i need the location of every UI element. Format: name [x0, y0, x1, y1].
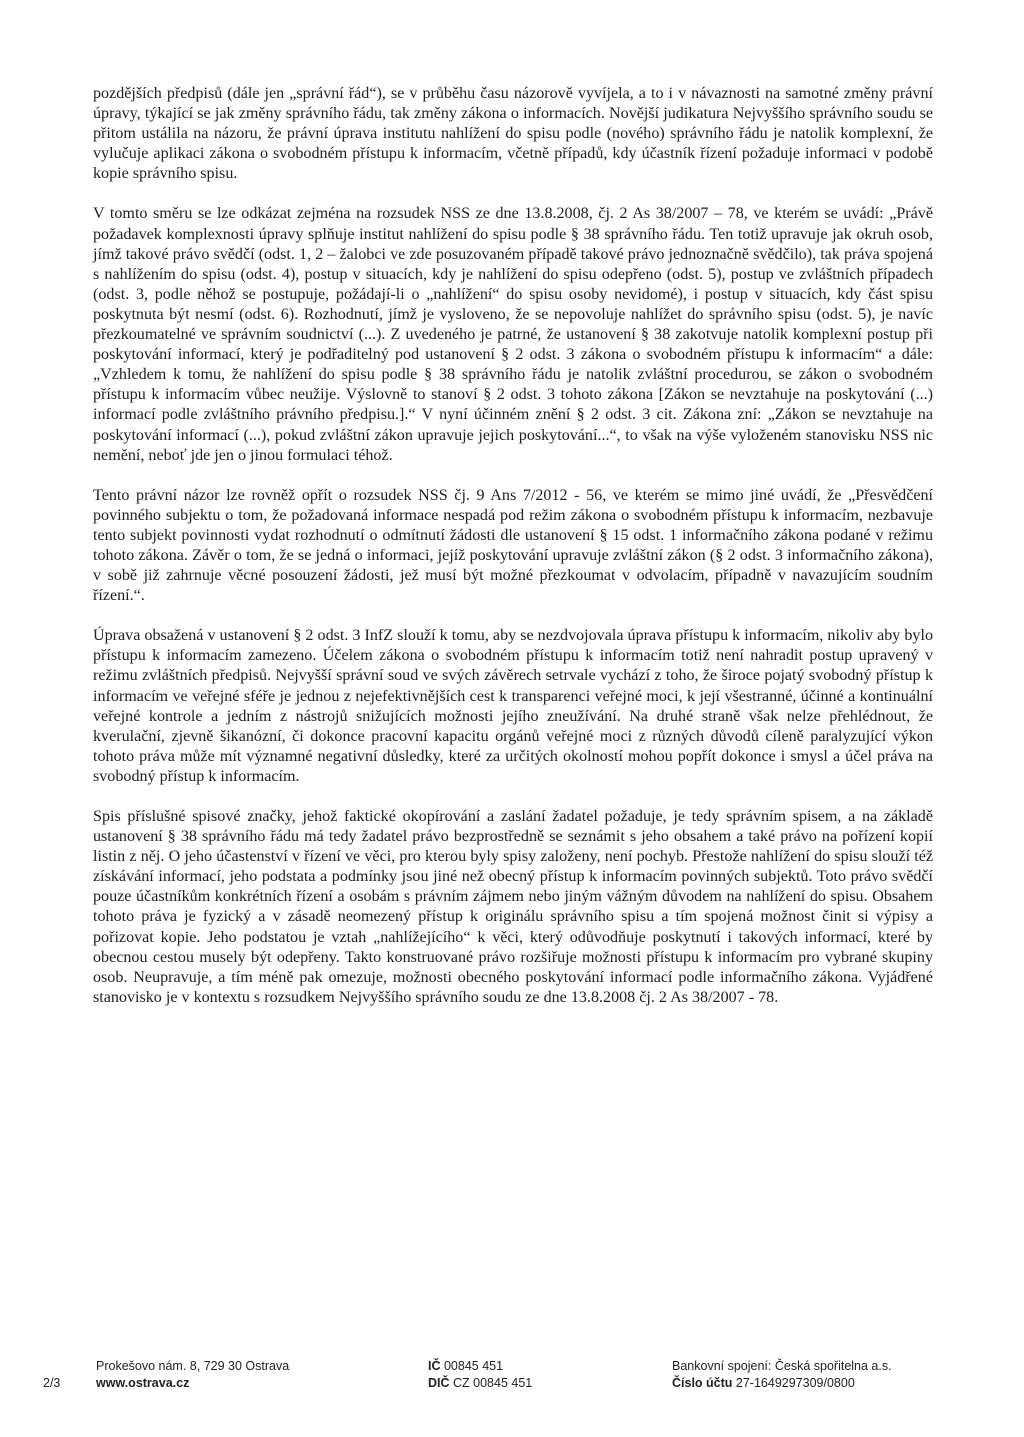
- footer-website-link[interactable]: www.ostrava.cz: [96, 1376, 190, 1390]
- paragraph-3: Tento právní názor lze rovněž opřít o rozsudek NSS čj. 9 Ans 7/2012 - 56, ve kterém se mimo jiné uvádí, že „Přesvědčení povinného subjektu o tom, že požadovaná informace nespadá pod režim zákona o svobodném přístupu k informacím, nezbavuje tento subjekt povinnosti vydat rozhodnutí o odmítnutí žádosti dle ustanovení § 15 odst. 1 informačního zákona podané v režimu tohoto zákona. Závěr o tom, že se jedná o informaci, jejíž poskytování upravuje zvláštní zákon (§ 2 odst. 3 informačního zákona), v sobě již zahrnuje věcné posouzení žádosti, jež musí být možné přezkoumat v odvolacím, případně v navazujícím soudním řízení.“.: [93, 486, 933, 605]
- paragraph-4: Úprava obsažená v ustanovení § 2 odst. 3 InfZ slouží k tomu, aby se nezdvojovala úprava přístupu k informacím, nikoliv aby bylo přístupu k informacím zamezeno. Účelem zákona o svobodném přístupu k informacím totiž není nahradit postup upravený v režimu zvláštních předpisů. Nejvyšší správní soud ve svých závěrech setrvale vychází z toho, že široce pojatý svobodný přístup k informacím ve veřejné sféře je jednou z nejefektivnějších cest k transparenci veřejné moci, k její všestranné, účinné a kontinuální veřejné kontrole a jedním z nástrojů snižujících možnosti jejího zneužívání. Na druhé straně však nelze přehlédnout, že kverulační, zjevně šikanózní, či dokonce pracovní kapacitu orgánů veřejné moci z různých důvodů cíleně paralyzující výkon tohoto práva může mít významné negativní důsledky, které za určitých okolností mohou popřít dokonce i smysl a účel práva na svobodný přístup k informacím.: [93, 627, 933, 785]
- account-value: 27-1649297309/0800: [735, 1376, 855, 1390]
- paragraph-1: pozdějších předpisů (dále jen „správní řád“), se v průběhu času názorově vyvíjela, a to i v návaznosti na samotné změny právní úpravy, týkající se jak změny správního řádu, tak změny zákona o informacích. Novější judikatura Nejvyššího správního soudu se přitom ustálila na názoru, že právní úprava institutu nahlížení do spisu podle (nového) správního řádu je natolik komplexní, že vylučuje aplikaci zákona o svobodném přístupu k informacím, včetně případů, kdy účastník řízení požaduje informaci v podobě kopie správního spisu.: [93, 85, 933, 183]
- footer-bank-block: [672, 1358, 892, 1392]
- paragraph-2: V tomto směru se lze odkázat zejména na rozsudek NSS ze dne 13.8.2008, čj. 2 As 38/2007 – 78, ve kterém se uvádí: „Právě požadavek komplexnosti úpravy splňuje institut nahlížení do spisu podle § 38 správního řádu. Ten totiž upravuje jak okruh osob, jímž takové právo svědčí (odst. 1, 2 – žalobci ve zde posuzovaném případě takové právo jednoznačně svědčilo), tak práva spojená s nahlížením do spisu (odst. 4), postup v situacích, kdy je nahlížení do spisu odepřeno (odst. 5), postup ve zvláštních případech (odst. 3, podle něhož se postupuje, požádají-li o „nahlížení“ do spisu osoby nevidomé), i postup v situacích, kdy část spisu poskytnuta být nesmí (odst. 6). Rozhodnutí, jímž je vysloveno, že se nepovoluje nahlížet do správního spisu (odst. 5), je navíc přezkoumatelné ve správním soudnictví (...). Z uvedeného je patrné, že ustanovení § 38 zakotvuje natolik komplexní postup při poskytování informací, který je podřaditelný pod ustanovení § 2 odst. 3 zákona o svobodném přístupu k informacím“ a dále: „Vzhledem k tomu, že nahlížení do spisu podle § 38 správního řádu je natolik zvláštní procedurou, se zákon o svobodném přístupu k informacím vůbec neužije. Výslovně to stanoví § 2 odst. 3 tohoto zákona [Zákon se nevztahuje na poskytování (...) informací podle zvláštního právního předpisu.].“ V nyní účinném znění § 2 odst. 3 cit. Zákona zní: „Zákon se nevztahuje na poskytování informací (...), pokud zvláštní zákon upravuje jejich poskytování...“, to však na výše vyloženém stanovisku NSS nic nemění, neboť jde jen o jinou formulaci téhož.: [93, 205, 933, 464]
- ic-label: IČ: [428, 1359, 441, 1373]
- paragraph-5: Spis příslušné spisové značky, jehož faktické okopírování a zaslání žadatel požaduje, je tedy správním spisem, a na základě ustanovení § 38 správního řádu má tedy žadatel právo bezprostředně se seznámit s jeho obsahem a také právo na pořízení kopií listin z něj. O jeho účastenství v řízení ve věci, pro kterou byly spisy založeny, není pochyb. Přestože nahlížení do spisu slouží též získávání informací, jeho podstata a podmínky jsou jiné než obecný přístup k informacím povinných subjektů. Toto právo svědčí pouze účastníkům konkrétních řízení a osobám s právním zájmem nebo jiným vážným důvodem na nahlížení do spisu. Obsahem tohoto práva je fyzický a v zásadě neomezený přístup k originálu správního spisu a tím spojená možnost činit si výpisy a pořizovat kopie. Jeho podstatou je vztah „nahlížejícího“ k věci, který odůvodňuje poskytnutí i takových informací, které by obecnou cestou musely být odepřeny. Takto konstruované právo rozšiřuje možnosti přístupu k informacím pro vybrané skupiny osob. Neupravuje, a tím méně pak omezuje, možnosti obecného poskytování informací podle informačního zákona. Vyjádřené stanovisko je v kontextu s rozsudkem Nejvyššího správního soudu ze dne 13.8.2008 čj. 2 As 38/2007 - 78.: [93, 808, 933, 1006]
- bank-value: Česká spořitelna a.s.: [774, 1359, 892, 1373]
- footer-address-block: [96, 1358, 289, 1392]
- footer-id-block: [428, 1358, 532, 1392]
- account-label: Číslo účtu: [672, 1376, 733, 1390]
- dic-value: CZ 00845 451: [453, 1376, 533, 1390]
- footer-address: Prokešovo nám. 8, 729 30 Ostrava: [96, 1359, 290, 1373]
- document-body: [93, 84, 933, 1028]
- bank-label: Bankovní spojení:: [672, 1359, 772, 1373]
- ic-value: 00845 451: [443, 1359, 504, 1373]
- page-number: 2/3: [43, 1376, 61, 1390]
- dic-label: DIČ: [428, 1376, 450, 1390]
- letterhead-footer: [0, 1358, 1024, 1398]
